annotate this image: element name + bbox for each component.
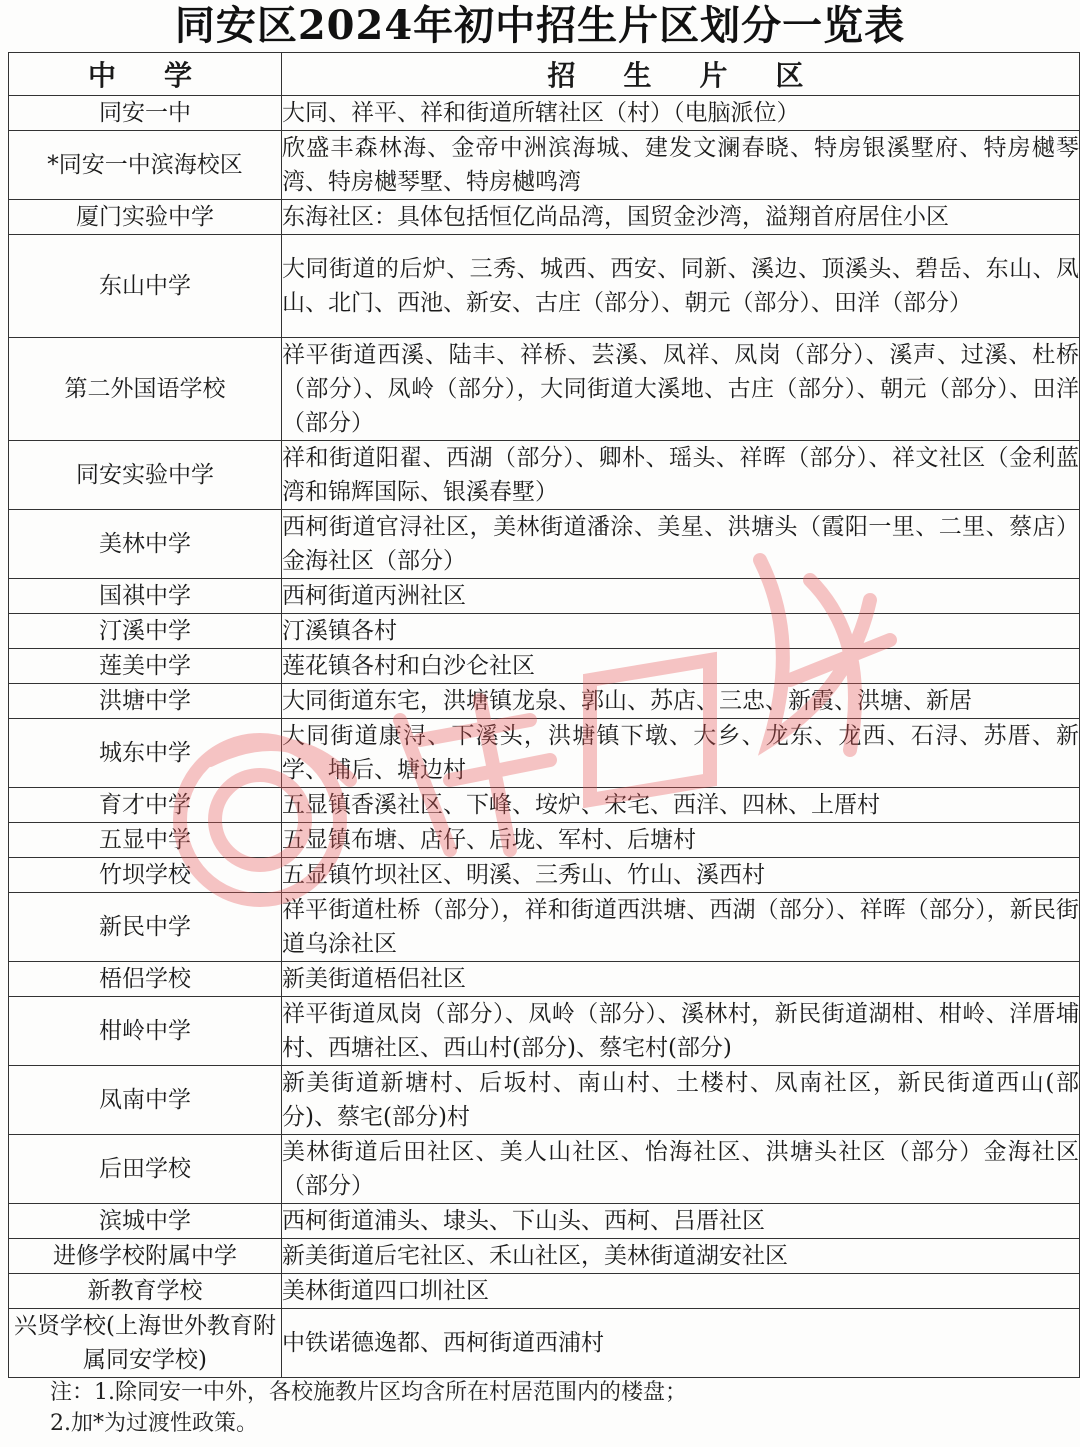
school-name-cell: 兴贤学校(上海世外教育附属同安学校) [9,1309,282,1378]
school-name-cell: 柑岭中学 [9,997,282,1066]
table-row [9,441,1080,510]
page-title: 同安区2024年初中招生片区划分一览表 [174,2,906,49]
table-row [9,684,1080,719]
school-name-cell: 莲美中学 [9,649,282,684]
table-row [9,338,1080,441]
school-name-cell: 进修学校附属中学 [9,1239,282,1274]
table-header-row [9,53,1080,96]
zone-description-cell: 中铁诺德逸都、西柯街道西浦村 [282,1309,1080,1378]
table-row [9,893,1080,962]
table-row [9,823,1080,858]
school-name-cell: 五显中学 [9,823,282,858]
table-row [9,510,1080,579]
school-name-cell: 梧侣学校 [9,962,282,997]
header-school: 中 学 [9,53,282,96]
zone-description-cell: 五显镇竹坝社区、明溪、三秀山、竹山、溪西村 [282,858,1080,893]
school-name-cell: *同安一中滨海校区 [9,131,282,200]
school-name-cell: 汀溪中学 [9,614,282,649]
school-name-cell: 厦门实验中学 [9,200,282,235]
zone-description-cell: 新美街道后宅社区、禾山社区，美林街道湖安社区 [282,1239,1080,1274]
school-name-cell: 竹坝学校 [9,858,282,893]
zone-description-cell: 美林街道后田社区、美人山社区、怡海社区、洪塘头社区（部分）金海社区（部分） [282,1135,1080,1204]
school-name-cell: 后田学校 [9,1135,282,1204]
table-row [9,997,1080,1066]
school-name-cell: 洪塘中学 [9,684,282,719]
zone-description-cell: 祥和街道阳翟、西湖（部分）、卿朴、瑶头、祥晖（部分）、祥文社区（金利蓝湾和锦辉国际、银溪春墅） [282,441,1080,510]
school-name-cell: 东山中学 [9,235,282,338]
table-row [9,962,1080,997]
school-name-cell: 滨城中学 [9,1204,282,1239]
zone-description-cell: 五显镇布塘、店仔、后垅、军村、后塘村 [282,823,1080,858]
table-body [9,96,1080,1378]
zone-description-cell: 祥平街道西溪、陆丰、祥桥、芸溪、凤祥、凤岗（部分）、溪声、过溪、杜桥（部分）、凤岭（部分），大同街道大溪地、古庄（部分）、朝元（部分）、田洋（部分） [282,338,1080,441]
school-name-cell: 城东中学 [9,719,282,788]
zone-description-cell: 西柯街道浦头、埭头、下山头、西柯、吕厝社区 [282,1204,1080,1239]
school-name-cell: 新教育学校 [9,1274,282,1309]
school-name-cell: 同安一中 [9,96,282,131]
table-row [9,614,1080,649]
zone-description-cell: 汀溪镇各村 [282,614,1080,649]
zone-description-cell: 莲花镇各村和白沙仑社区 [282,649,1080,684]
zone-description-cell: 祥平街道杜桥（部分），祥和街道西洪塘、西湖（部分）、祥晖（部分），新民街道乌涂社区 [282,893,1080,962]
school-name-cell: 新民中学 [9,893,282,962]
table-row [9,719,1080,788]
zone-description-cell: 新美街道新塘村、后坂村、南山村、土楼村、凤南社区，新民街道西山(部分)、蔡宅(部分)村 [282,1066,1080,1135]
table-row [9,649,1080,684]
table-row [9,235,1080,338]
zone-description-cell: 大同街道的后炉、三秀、城西、西安、同新、溪边、顶溪头、碧岳、东山、凤山、北门、西池、新安、古庄（部分）、朝元（部分）、田洋（部分） [282,235,1080,338]
table-row [9,1309,1080,1378]
table-row [9,788,1080,823]
zone-description-cell: 美林街道四口圳社区 [282,1274,1080,1309]
zone-description-cell: 新美街道梧侣社区 [282,962,1080,997]
zone-description-cell: 欣盛丰森林海、金帝中洲滨海城、建发文澜春晓、特房银溪墅府、特房樾琴湾、特房樾琴墅、特房樾鸣湾 [282,131,1080,200]
zone-description-cell: 东海社区：具体包括恒亿尚品湾，国贸金沙湾，溢翔首府居住小区 [282,200,1080,235]
table-row [9,858,1080,893]
footnotes [50,1377,1060,1439]
zone-description-cell: 五显镇香溪社区、下峰、垵炉、宋宅、西洋、四林、上厝村 [282,788,1080,823]
table-row [9,1066,1080,1135]
zone-description-cell: 大同街道东宅，洪塘镇龙泉、郭山、苏店、三忠、新霞、洪塘、新居 [282,684,1080,719]
school-name-cell: 凤南中学 [9,1066,282,1135]
table-row [9,96,1080,131]
table-row [9,131,1080,200]
school-name-cell: 国祺中学 [9,579,282,614]
school-name-cell: 同安实验中学 [9,441,282,510]
zone-description-cell: 大同、祥平、祥和街道所辖社区（村）（电脑派位） [282,96,1080,131]
footnote-1: 注：1.除同安一中外，各校施教片区均含所在村居范围内的楼盘； [50,1380,687,1405]
table-row [9,1239,1080,1274]
table-row [9,1204,1080,1239]
table-row [9,579,1080,614]
table-row [9,1135,1080,1204]
school-name-cell: 育才中学 [9,788,282,823]
zone-description-cell: 大同街道康浔、下溪头，洪塘镇下墩、大乡、龙东、龙西、石浔、苏厝、新学、埔后、塘边村 [282,719,1080,788]
footnote-2: 2.加*为过渡性政策。 [50,1411,258,1436]
table-row [9,200,1080,235]
table-row [9,1274,1080,1309]
header-zone: 招 生 片 区 [282,53,1080,96]
zone-description-cell: 西柯街道官浔社区，美林街道潘涂、美星、洪塘头（霞阳一里、二里、蔡店）金海社区（部分） [282,510,1080,579]
school-name-cell: 第二外国语学校 [9,338,282,441]
zone-description-cell: 祥平街道凤岗（部分）、凤岭（部分）、溪林村，新民街道湖柑、柑岭、洋厝埔村、西塘社区、西山村(部分)、蔡宅村(部分) [282,997,1080,1066]
zone-description-cell: 西柯街道丙洲社区 [282,579,1080,614]
school-name-cell: 美林中学 [9,510,282,579]
enrollment-zone-table [8,52,1080,1378]
